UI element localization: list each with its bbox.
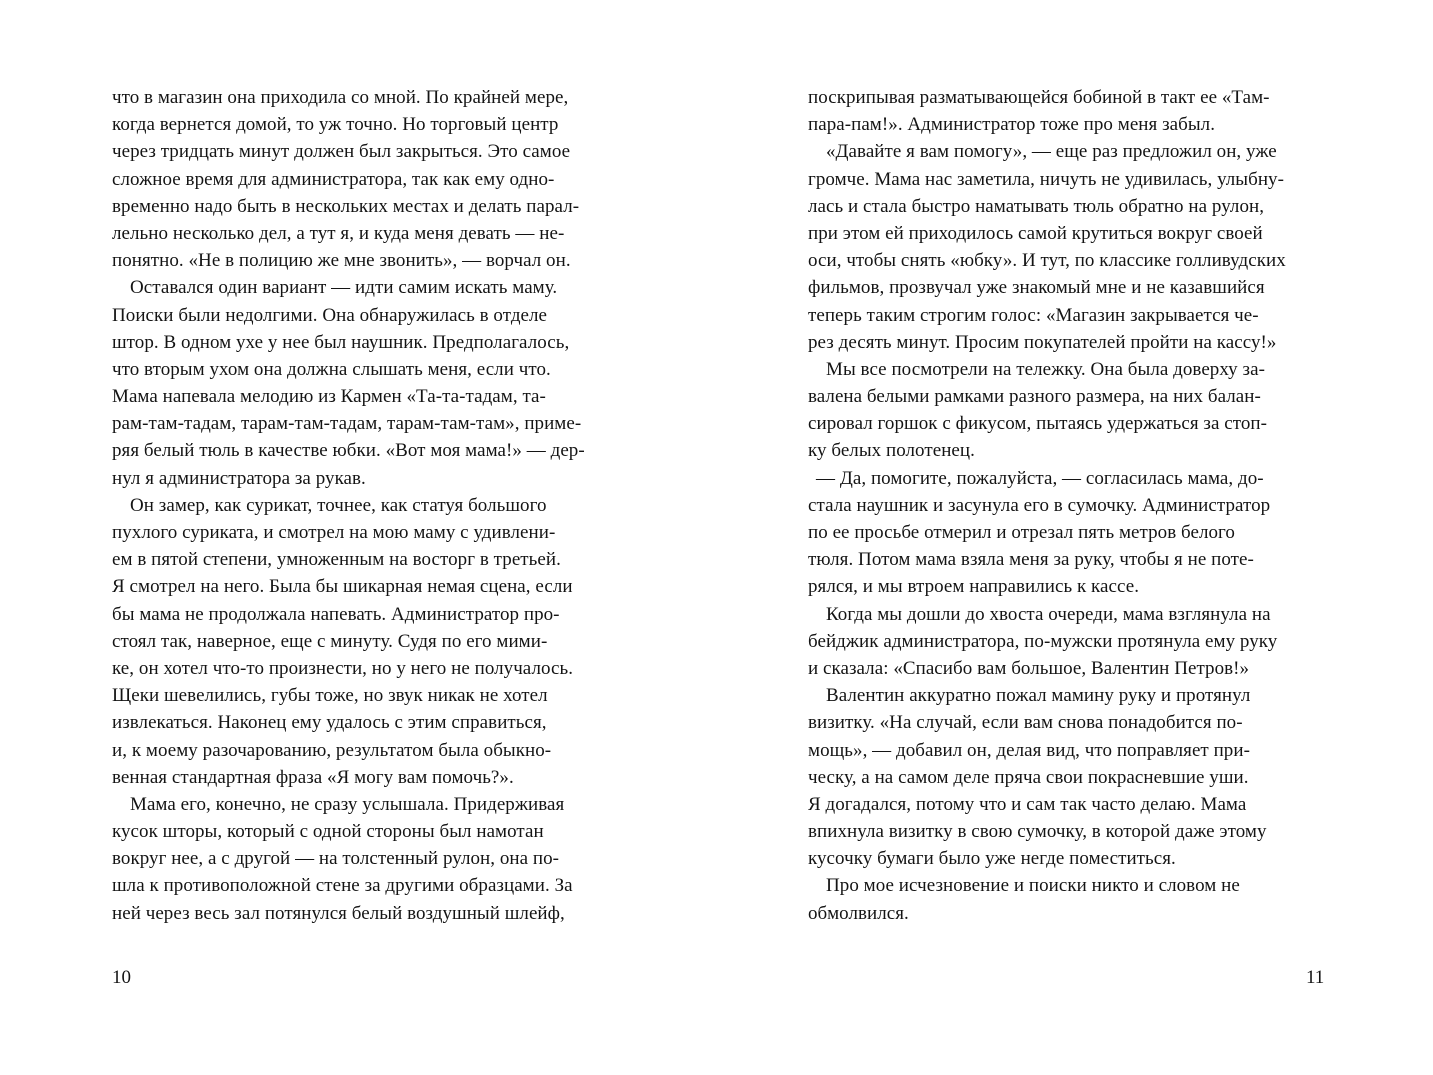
text-line: и сказала: «Спасибо вам большое, Валентин Петров!» [808, 657, 1250, 679]
text-line: Поиски были недолгими. Она обнаружилась в отделе [112, 304, 548, 326]
text-line: извлекаться. Наконец ему удалось с этим справиться, [112, 712, 547, 734]
text-line: ку белых полотенец. [808, 440, 975, 462]
text-line: рялся, и мы втроем направились к кассе. [808, 576, 1139, 598]
paragraph-start-line: Про мое исчезновение и поиски никто и словом не [826, 875, 1240, 897]
text-line: стала наушник и засунула его в сумочку. Администратор [808, 494, 1271, 516]
right-page [717, 0, 1433, 1075]
text-line: и, к моему разочарованию, результатом была обыкно- [112, 739, 552, 761]
left-page-text [112, 84, 632, 927]
text-line: ряя белый тюль в качестве юбки. «Вот моя мама!» — дер- [112, 440, 585, 462]
text-line: тюля. Потом мама взяла меня за руку, чтобы я не поте- [808, 549, 1254, 571]
text-line: пара-пам!». Администратор тоже про меня забыл. [808, 114, 1216, 136]
text-line: штор. В одном ухе у нее был наушник. Предполагалось, [112, 331, 570, 353]
text-line: мощь», — добавил он, делая вид, что поправляет при- [808, 739, 1250, 761]
text-line: что вторым ухом она должна слышать меня, если что. [112, 358, 551, 380]
text-line: сложное время для администратора, так как ему одно- [112, 168, 555, 190]
text-line: фильмов, прозвучал уже знакомый мне и не казавшийся [808, 277, 1265, 299]
paragraph-start-line: Мы все посмотрели на тележку. Она была доверху за- [826, 358, 1265, 380]
text-line: вокруг нее, а с другой — на толстенный рулон, она по- [112, 848, 560, 870]
text-line: лельно несколько дел, а тут я, и куда меня девать — не- [112, 222, 565, 244]
paragraph-start-line: «Давайте я вам помогу», — еще раз предложил он, уже [826, 141, 1277, 163]
text-line: оси, чтобы снять «юбку». И тут, по классике голливудских [808, 250, 1286, 272]
text-line: ем в пятой степени, умноженным на восторг в третьей. [112, 549, 561, 571]
text-line: впихнула визитку в свою сумочку, в которой даже этому [808, 821, 1267, 843]
text-line: нул я администратора за рукав. [112, 467, 366, 489]
paragraph-start-line: Оставался один вариант — идти самим искать маму. [130, 277, 558, 299]
paragraph-start-line: Мама его, конечно, не сразу услышала. Придерживая [130, 793, 565, 815]
left-page [0, 0, 716, 1075]
text-line: что в магазин она приходила со мной. По крайней мере, [112, 87, 569, 108]
text-line: бейджик администратора, по-мужски протянула ему руку [808, 630, 1278, 652]
paragraph-start-line: Валентин аккуратно пожал мамину руку и протянул [826, 685, 1251, 707]
text-line: по ее просьбе отмерил и отрезал пять метров белого [808, 522, 1235, 543]
text-line: Мама напевала мелодию из Кармен «Та-та-тадам, та- [112, 386, 546, 408]
text-line: ке, он хотел что-то произнести, но у него не получалось. [112, 657, 574, 679]
text-line: Щеки шевелились, губы тоже, но звук никак не хотел [112, 685, 548, 707]
text-line: когда вернется домой, то уж точно. Но торговый центр [112, 114, 559, 136]
text-line: шла к противоположной стене за другими образцами. За [112, 875, 573, 897]
text-line: Я догадался, потому что и сам так часто делаю. Мама [808, 793, 1247, 815]
paragraph-start-line: — Да, помогите, пожалуйста, — согласилась мама, до- [816, 467, 1264, 489]
text-line: лась и стала быстро наматывать тюль обратно на рулон, [808, 195, 1265, 217]
right-page-text [808, 84, 1328, 927]
text-line: теперь таким строгим голос: «Магазин закрывается че- [808, 304, 1259, 326]
text-line: при этом ей приходилось самой крутиться вокруг своей [808, 222, 1263, 244]
text-line: рез десять минут. Просим покупателей пройти на кассу!» [808, 331, 1277, 353]
paragraph-start-line: Когда мы дошли до хвоста очереди, мама взглянула на [826, 603, 1271, 625]
text-line: Я смотрел на него. Была бы шикарная немая сцена, если [112, 576, 573, 598]
page-number: 10 [112, 967, 131, 988]
text-line: кусок шторы, который с одной стороны был намотан [112, 821, 544, 843]
text-line: стоял так, наверное, еще с минуту. Судя по его мими- [112, 630, 548, 652]
text-line: сировал горшок с фикусом, пытаясь удержаться за стоп- [808, 413, 1267, 435]
text-line: пухлого суриката, и смотрел на мою маму с удивлени- [112, 522, 556, 543]
text-line: рам-там-тадам, тарам-там-тадам, тарам-там-там», приме- [112, 413, 582, 435]
text-line: валена белыми рамками разного размера, на них балан- [808, 386, 1261, 408]
text-line: через тридцать минут должен был закрыться. Это самое [112, 141, 571, 163]
text-line: кусочку бумаги было уже негде поместиться. [808, 848, 1176, 870]
text-line: понятно. «Не в полицию же мне звонить», — ворчал он. [112, 250, 571, 272]
text-line: поскрипывая разматывающейся бобиной в такт ее «Там- [808, 87, 1270, 108]
text-line: ней через весь зал потянулся белый воздушный шлейф, [112, 902, 565, 924]
text-line: ческу, а на самом деле пряча свои покрасневшие уши. [808, 766, 1249, 788]
page-number: 11 [1306, 967, 1325, 988]
text-line: визитку. «На случай, если вам снова понадобится по- [808, 712, 1243, 734]
paragraph-start-line: Он замер, как сурикат, точнее, как статуя большого [130, 494, 547, 516]
text-line: бы мама не продолжала напевать. Администратор про- [112, 603, 560, 625]
text-line: временно надо быть в нескольких местах и делать парал- [112, 195, 580, 217]
text-line: венная стандартная фраза «Я могу вам помочь?». [112, 766, 514, 788]
text-line: обмолвился. [808, 902, 909, 924]
text-line: громче. Мама нас заметила, ничуть не удивилась, улыбну- [808, 168, 1284, 190]
